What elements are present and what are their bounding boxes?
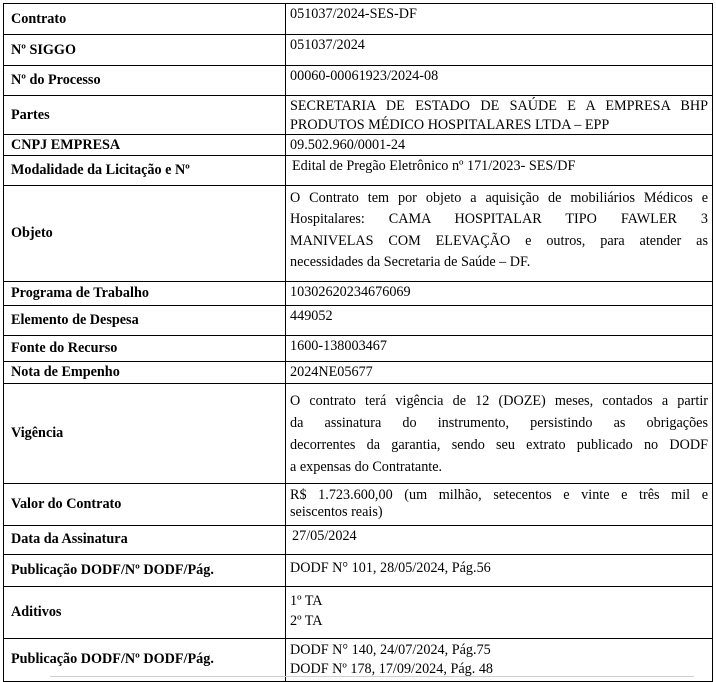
value-processo [286,66,713,96]
row-elemento [4,305,713,335]
label-siggo: Nº SIGGO [4,35,286,66]
value-publicacao-aditivos [286,638,713,681]
value-line: decorrentes da garantia, sendo seu extrato publicado no DODF [290,436,708,453]
row-siggo [4,35,713,66]
label-valor: Valor do Contrato [4,483,286,525]
row-programa [4,281,713,305]
value-line: 449052 [290,307,333,324]
value-contrato [286,4,713,35]
label-aditivos: Aditivos [4,586,286,638]
value-objeto [286,185,713,281]
value-publicacao [286,554,713,586]
row-processo [4,66,713,96]
label-elemento: Elemento de Despesa [4,305,286,335]
row-contrato [4,4,713,35]
value-line: SECRETARIA DE ESTADO DE SAÚDE E A EMPRESA BHP [290,98,708,114]
value-line: 1600-138003467 [290,337,387,354]
value-vigencia [286,383,713,483]
label-modalidade: Modalidade da Licitação e Nº [4,155,286,185]
label-assinatura: Data da Assinatura [4,525,286,554]
row-aditivos [4,586,713,638]
row-vigencia [4,383,713,483]
row-cnpj [4,135,713,156]
label-objeto: Objeto [4,185,286,281]
row-empenho [4,361,713,383]
divider [50,676,694,677]
value-line: seiscentos reais) [290,503,383,520]
row-assinatura [4,525,713,554]
label-partes: Partes [4,96,286,135]
value-aditivos [286,586,713,638]
value-line: 051037/2024-SES-DF [290,6,417,22]
value-line: 2º TA [290,612,323,629]
label-fonte: Fonte do Recurso [4,335,286,361]
value-line: a expensas do Contratante. [290,458,443,475]
value-line: 09.502.960/0001-24 [290,137,406,153]
value-line: 00060-00061923/2024-08 [290,68,439,84]
value-line: 10302620234676069 [290,283,411,300]
value-line: 27/05/2024 [292,527,357,544]
value-valor [286,483,713,525]
row-publicacao [4,554,713,586]
label-programa: Programa de Trabalho [4,281,286,305]
value-line: 051037/2024 [290,37,365,53]
value-line: 1º TA [290,592,323,609]
value-line: MANIVELAS COM ELEVAÇÃO e outros, para atender as [290,232,708,249]
value-line: R$ 1.723.600,00 (um milhão, setecentos e vinte e três mil e [290,486,708,503]
label-empenho: Nota de Empenho [4,361,286,383]
value-line: 2024NE05677 [290,363,373,380]
row-publicacao-aditivos [4,638,713,681]
row-modalidade [4,155,713,185]
row-valor [4,483,713,525]
value-programa [286,281,713,305]
value-line: Hospitalares: CAMA HOSPITALAR TIPO FAWLER 3 [290,211,708,227]
value-line: da assinatura do instrumento, persistindo as obrigações [290,414,708,431]
row-fonte [4,335,713,361]
value-empenho [286,361,713,383]
value-line: Edital de Pregão Eletrônico nº 171/2023- SES/DF [292,157,576,174]
label-contrato: Contrato [4,4,286,35]
row-objeto [4,185,713,281]
value-line: O Contrato tem por objeto a aquisição de mobiliários Médicos e [290,189,708,206]
label-vigencia: Vigência [4,383,286,483]
label-processo: Nº do Processo [4,66,286,96]
label-publicacao: Publicação DODF/Nº DODF/Pág. [4,554,286,586]
contract-summary-table [3,3,713,682]
value-siggo [286,35,713,66]
value-line: DODF N° 101, 28/05/2024, Pág.56 [290,559,491,576]
value-line: necessidades da Secretaria de Saúde – DF. [290,254,531,270]
value-line: O contrato terá vigência de 12 (DOZE) meses, contados a partir [290,392,708,409]
label-cnpj: CNPJ EMPRESA [4,135,286,156]
value-assinatura [286,525,713,554]
value-partes [286,96,713,135]
value-line: PRODUTOS MÉDICO HOSPITALARES LTDA – EPP [290,116,610,133]
row-partes [4,96,713,135]
label-publicacao-aditivos: Publicação DODF/Nº DODF/Pág. [4,638,286,681]
value-line: DODF N° 140, 24/07/2024, Pág.75 [290,641,491,658]
value-elemento [286,305,713,335]
value-line: DODF Nº 178, 17/09/2024, Pág. 48 [290,660,494,677]
value-fonte [286,335,713,361]
value-cnpj [286,135,713,156]
value-modalidade [286,155,713,185]
